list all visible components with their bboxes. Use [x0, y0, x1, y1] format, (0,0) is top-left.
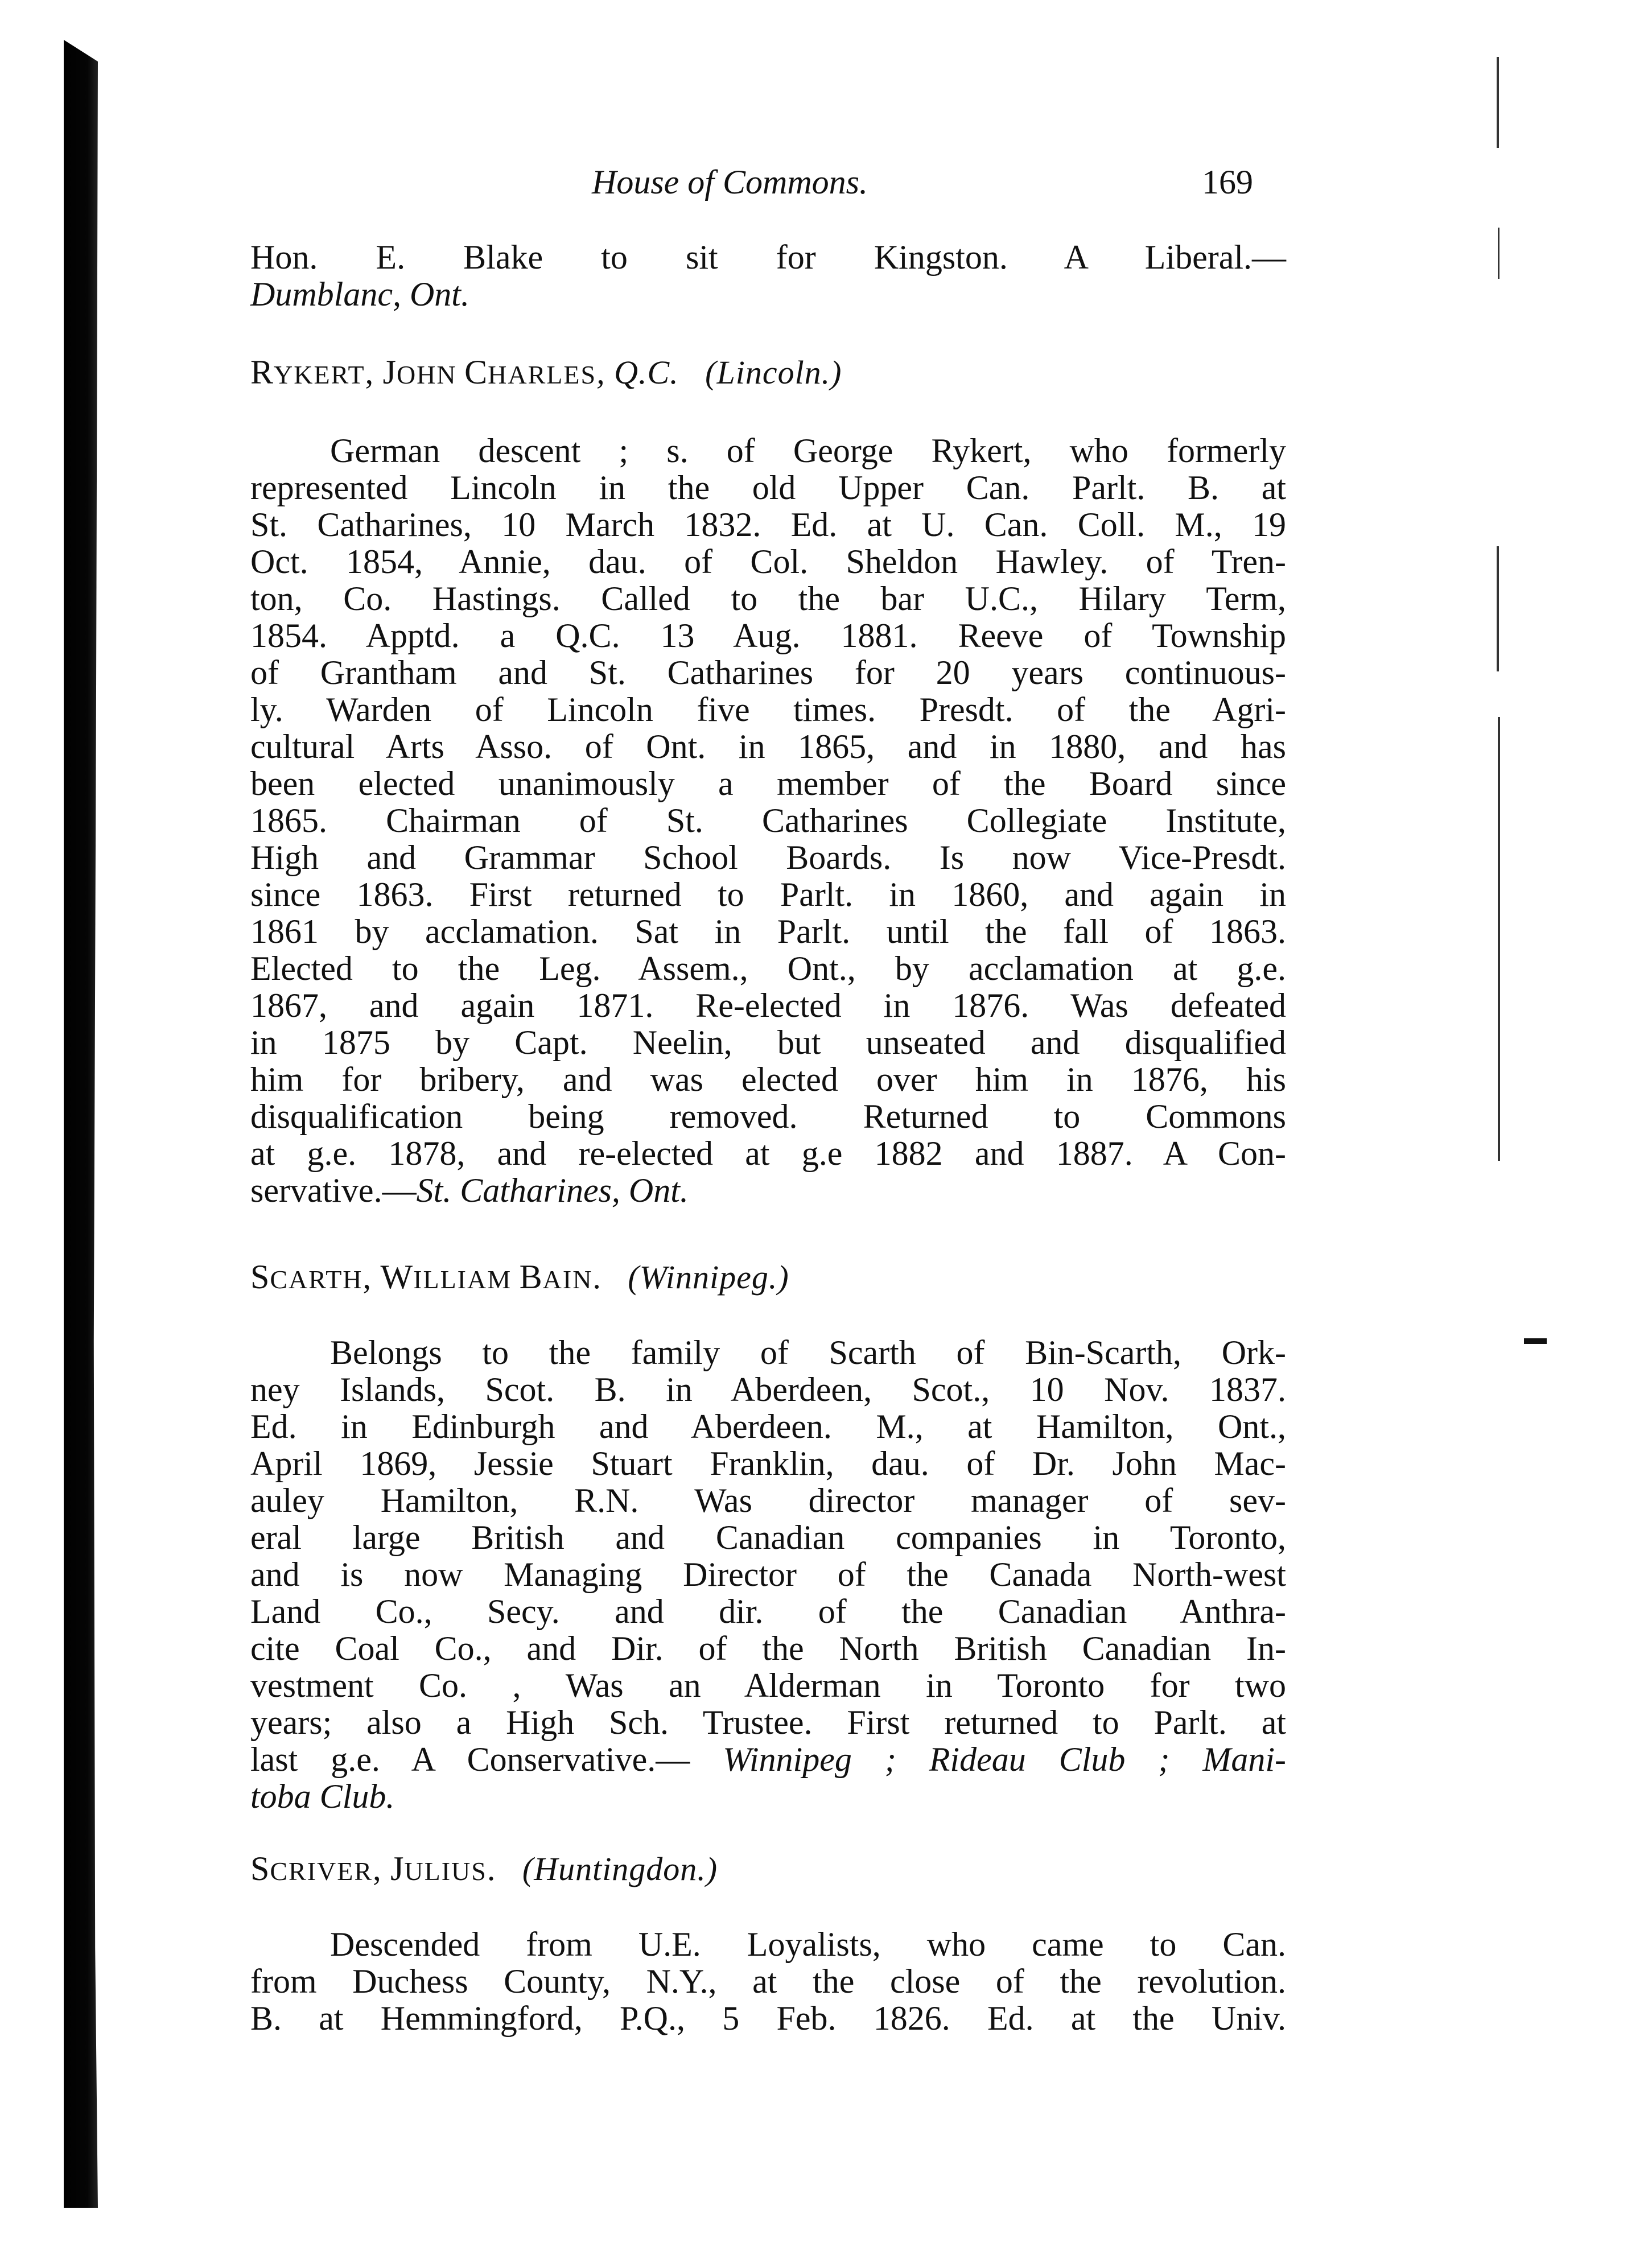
surname-rest: CARTH [270, 1265, 363, 1294]
text-line: from Duchess County, N.Y., at the close of the revolution. [250, 1963, 1286, 2000]
text-line: cite Coal Co., and Dir. of the North British Canadian In- [250, 1630, 1286, 1667]
entry-body-scarth [250, 1334, 1286, 1815]
entry-body-rykert [250, 432, 1286, 1209]
text-line: eral large British and Canadian companies in Toronto, [250, 1519, 1286, 1556]
text-line: auley Hamilton, R.N. Was director manager of sev- [250, 1482, 1286, 1519]
given-initial: J [382, 353, 397, 391]
given-initial: W [380, 1258, 414, 1296]
name-suffix: , Q.C. [596, 354, 679, 391]
name-suffix: . [487, 1850, 496, 1887]
text-line: since 1863. First returned to Parlt. in 1860, and again in [250, 876, 1286, 913]
given-rest: HARLES [488, 360, 597, 389]
text-line: disqualification being removed. Returned to Commons [250, 1098, 1286, 1135]
text-line: 1865. Chairman of St. Catharines Collegiate Institute, [250, 802, 1286, 839]
text-line: 1854. Apptd. a Q.C. 13 Aug. 1881. Reeve of Township [250, 617, 1286, 654]
given-rest: ULIUS [404, 1857, 487, 1886]
text-line: ton, Co. Hastings. Called to the bar U.C., Hilary Term, [250, 580, 1286, 617]
surname-initial: S [250, 1850, 270, 1887]
riding-name: (Huntingdon.) [522, 1850, 718, 1887]
page-number: 169 [1202, 163, 1253, 201]
text-line: Dumblanc, Ont. [250, 275, 469, 313]
text-fragment: servative.— [250, 1172, 417, 1209]
entry-heading-scriver: SCRIVER, JULIUS. (Huntingdon.) [250, 1850, 718, 1887]
text-line: Belongs to the family of Scarth of Bin-Scarth, Ork- [330, 1334, 1286, 1371]
given-rest: OHN [396, 360, 465, 389]
residence: St. Catharines, Ont. [416, 1172, 689, 1209]
surname-rest: YKERT [274, 360, 365, 389]
text-line: toba Club. [250, 1778, 395, 1815]
given-rest: ILLIAM [413, 1265, 520, 1294]
running-head: House of Commons. [592, 163, 868, 201]
surname-initial: S [250, 1258, 270, 1296]
text-line: years; also a High Sch. Trustee. First returned to Parlt. at [250, 1704, 1286, 1741]
text-line: Land Co., Secy. and dir. of the Canadian Anthra- [250, 1593, 1286, 1630]
text-line: High and Grammar School Boards. Is now Vice-Presdt. [250, 839, 1286, 876]
text-line: been elected unanimously a member of the Board since [250, 765, 1286, 802]
binding-shadow [64, 40, 98, 2208]
text-line: at g.e. 1878, and re-elected at g.e 1882 and 1887. A Con- [250, 1135, 1286, 1172]
scan-edge-mark [1498, 717, 1500, 1161]
text-fragment: last g.e. A Conservative.— [250, 1741, 723, 1778]
riding-name: (Lincoln.) [705, 354, 842, 391]
intro-paragraph [250, 239, 1286, 313]
text-line: ney Islands, Scot. B. in Aberdeen, Scot., 10 Nov. 1837. [250, 1371, 1286, 1408]
text-line [250, 1172, 1286, 1209]
scan-edge-mark [1498, 228, 1499, 279]
text-line: 1867, and again 1871. Re-elected in 1876. Was defeated [250, 987, 1286, 1024]
scan-edge-mark [1497, 57, 1499, 148]
surname-rest: CRIVER [270, 1857, 373, 1886]
text-line: in 1875 by Capt. Neelin, but unseated and disqualified [250, 1024, 1286, 1061]
entry-heading-scarth: SCARTH, WILLIAM BAIN. (Winnipeg.) [250, 1258, 789, 1296]
text-line: of Grantham and St. Catharines for 20 years continuous- [250, 654, 1286, 691]
text-line: St. Catharines, 10 March 1832. Ed. at U. Can. Coll. M., 19 [250, 506, 1286, 543]
text-line: Ed. in Edinburgh and Aberdeen. M., at Hamilton, Ont., [250, 1408, 1286, 1445]
text-line: April 1869, Jessie Stuart Franklin, dau. of Dr. John Mac- [250, 1445, 1286, 1482]
text-line: ly. Warden of Lincoln five times. Presdt. of the Agri- [250, 691, 1286, 728]
text-line [250, 1741, 1286, 1778]
given-initial: C [464, 353, 488, 391]
name-suffix: . [592, 1259, 602, 1296]
given-initial: J [390, 1850, 405, 1887]
text-line: B. at Hemmingford, P.Q., 5 Feb. 1826. Ed. at the Univ. [250, 1999, 1286, 2037]
text-line: and is now Managing Director of the Canada North-west [250, 1556, 1286, 1593]
text-line: Descended from U.E. Loyalists, who came to Can. [330, 1926, 1286, 1963]
text-line: 1861 by acclamation. Sat in Parlt. until the fall of 1863. [250, 913, 1286, 950]
text-line: Elected to the Leg. Assem., Ont., by acclamation at g.e. [250, 950, 1286, 987]
riding-name: (Winnipeg.) [628, 1259, 789, 1296]
margin-dash-mark [1524, 1338, 1547, 1344]
given-rest: AIN [542, 1265, 593, 1294]
surname-initial: R [250, 353, 274, 391]
text-line: vestment Co. , Was an Alderman in Toronto for two [250, 1667, 1286, 1704]
text-line: Oct. 1854, Annie, dau. of Col. Sheldon Hawley. of Tren- [250, 543, 1286, 580]
scan-edge-mark [1497, 546, 1499, 671]
residence: Winnipeg ; Rideau Club ; Mani- [723, 1741, 1286, 1778]
entry-body-scriver [250, 1926, 1286, 2037]
text-line: German descent ; s. of George Rykert, who formerly [330, 432, 1286, 469]
given-initial: B [519, 1258, 543, 1296]
text-line: him for bribery, and was elected over him in 1876, his [250, 1061, 1286, 1098]
text-line: represented Lincoln in the old Upper Can. Parlt. B. at [250, 469, 1286, 506]
text-line: Hon. E. Blake to sit for Kingston. A Liberal.— [250, 238, 1286, 276]
entry-heading-rykert: RYKERT, JOHN CHARLES, Q.C. (Lincoln.) [250, 353, 842, 391]
text-line: cultural Arts Asso. of Ont. in 1865, and in 1880, and has [250, 728, 1286, 765]
